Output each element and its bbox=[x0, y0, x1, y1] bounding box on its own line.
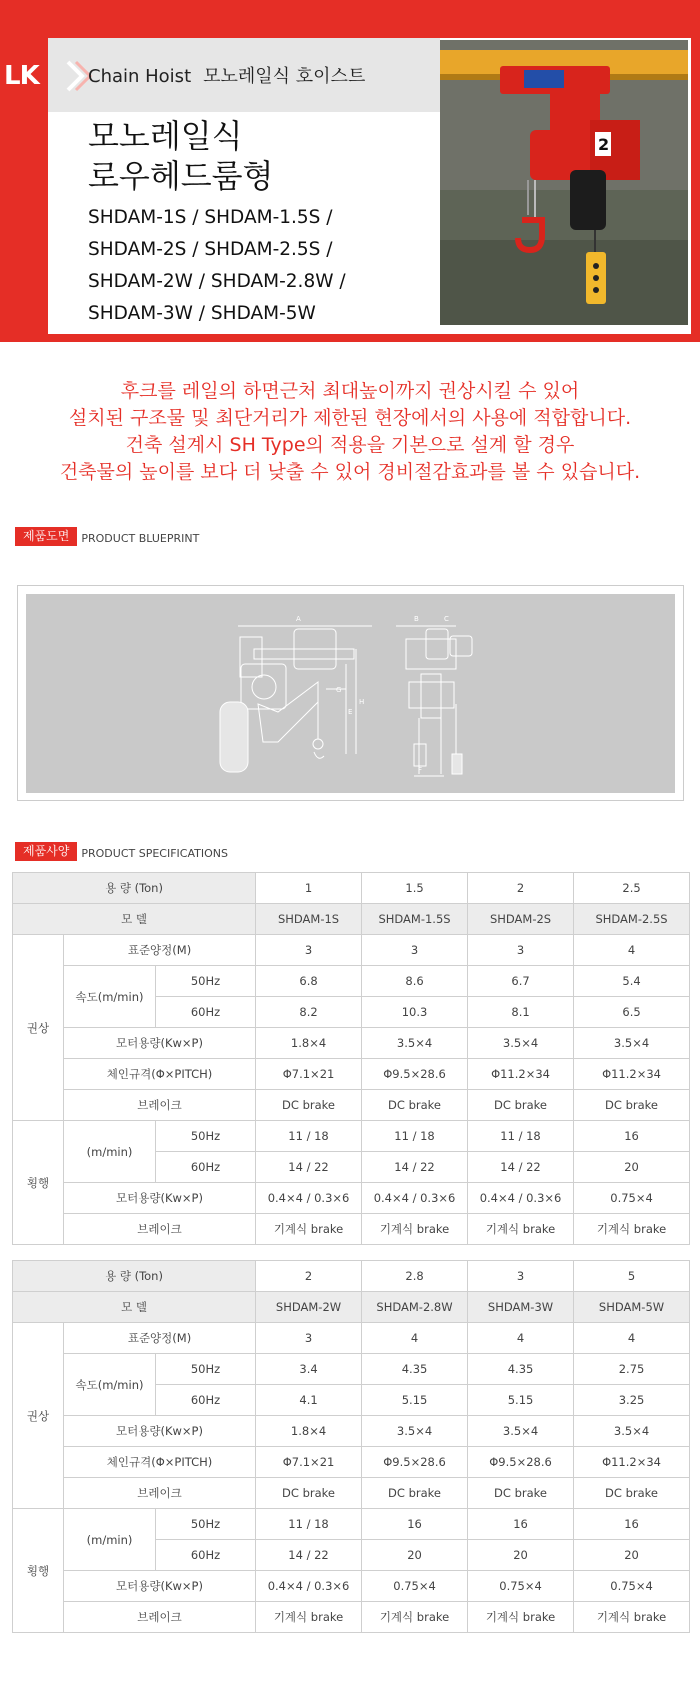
table-cell: SHDAM-1S bbox=[256, 904, 362, 935]
table-row bbox=[13, 1261, 690, 1292]
table-cell: 0.4×4 / 0.3×6 bbox=[468, 1183, 574, 1214]
table-cell: 5.15 bbox=[468, 1385, 574, 1416]
table-cell: Φ11.2×34 bbox=[574, 1447, 690, 1478]
travel-group-label: 횡행 bbox=[13, 1509, 64, 1633]
table-cell: 20 bbox=[574, 1152, 690, 1183]
table-cell: 20 bbox=[468, 1540, 574, 1571]
model-header: 모 델 bbox=[13, 1292, 256, 1323]
row-label: (m/min) bbox=[64, 1121, 156, 1183]
table-cell: 14 / 22 bbox=[362, 1152, 468, 1183]
table-cell: 11 / 18 bbox=[256, 1121, 362, 1152]
table-cell: 8.1 bbox=[468, 997, 574, 1028]
logo-text: LK bbox=[4, 61, 39, 91]
row-label: 브레이크 bbox=[64, 1090, 256, 1121]
table-cell: 기계식 brake bbox=[362, 1214, 468, 1245]
row-label: 표준양정(M) bbox=[64, 935, 256, 966]
table-row bbox=[13, 1183, 690, 1214]
table-cell: 기계식 brake bbox=[574, 1602, 690, 1633]
table-row bbox=[13, 1354, 690, 1385]
table-cell: 기계식 brake bbox=[468, 1602, 574, 1633]
table-cell: 기계식 brake bbox=[362, 1602, 468, 1633]
table-cell: 4 bbox=[468, 1323, 574, 1354]
table-cell: 3.25 bbox=[574, 1385, 690, 1416]
intro-line: 건축 설계시 SH Type의 적용을 기본으로 설계 할 경우 bbox=[125, 434, 575, 456]
row-label: 브레이크 bbox=[64, 1602, 256, 1633]
table-cell: SHDAM-2S bbox=[468, 904, 574, 935]
row-sublabel: 60Hz bbox=[156, 997, 256, 1028]
table-cell: 8.6 bbox=[362, 966, 468, 997]
dim-label: F bbox=[418, 766, 423, 774]
table-cell: 5.15 bbox=[362, 1385, 468, 1416]
table-row bbox=[13, 935, 690, 966]
dim-label: A bbox=[296, 615, 301, 623]
table-row bbox=[13, 1416, 690, 1447]
table-cell: 20 bbox=[362, 1540, 468, 1571]
table-cell: 14 / 22 bbox=[256, 1152, 362, 1183]
header-title-kr: 모노레일식 호이스트 bbox=[203, 66, 366, 87]
table-cell: Φ7.1×21 bbox=[256, 1059, 362, 1090]
row-sublabel: 60Hz bbox=[156, 1152, 256, 1183]
table-cell: 0.75×4 bbox=[468, 1571, 574, 1602]
table-row bbox=[13, 904, 690, 935]
blueprint-frame bbox=[17, 585, 684, 801]
table-row bbox=[13, 1509, 690, 1540]
table-cell: 6.5 bbox=[574, 997, 690, 1028]
table-row bbox=[13, 1028, 690, 1059]
table-cell: DC brake bbox=[574, 1090, 690, 1121]
hoist-group-label: 권상 bbox=[13, 1323, 64, 1509]
table-cell: 2.75 bbox=[574, 1354, 690, 1385]
product-name-line: 모노레일식 bbox=[88, 117, 243, 155]
table-cell: 3 bbox=[362, 935, 468, 966]
table-cell: 4 bbox=[362, 1323, 468, 1354]
model-line: SHDAM-3W / SHDAM-5W bbox=[88, 303, 316, 324]
row-label: 모터용량(Kw×P) bbox=[64, 1183, 256, 1214]
table-cell: 3.5×4 bbox=[468, 1416, 574, 1447]
row-sublabel: 60Hz bbox=[156, 1385, 256, 1416]
row-sublabel: 60Hz bbox=[156, 1540, 256, 1571]
spec-badge: 제품사양 bbox=[15, 842, 77, 861]
product-name-line: 로우헤드룸형 bbox=[88, 157, 274, 195]
capacity-header: 용 량 (Ton) bbox=[13, 1261, 256, 1292]
model-line: SHDAM-2W / SHDAM-2.8W / bbox=[88, 271, 346, 292]
row-label: 브레이크 bbox=[64, 1478, 256, 1509]
dim-label: C bbox=[444, 615, 449, 623]
table-cell: 20 bbox=[574, 1540, 690, 1571]
table-cell: 4.1 bbox=[256, 1385, 362, 1416]
lk-logo bbox=[4, 56, 74, 96]
table-cell: 3 bbox=[256, 1323, 362, 1354]
table-row bbox=[13, 1121, 690, 1152]
row-label: (m/min) bbox=[64, 1509, 156, 1571]
row-sublabel: 50Hz bbox=[156, 1121, 256, 1152]
table-cell: 0.75×4 bbox=[574, 1571, 690, 1602]
table-row bbox=[13, 1214, 690, 1245]
table-cell: 기계식 brake bbox=[256, 1214, 362, 1245]
header-title bbox=[88, 62, 365, 88]
table-cell: 0.75×4 bbox=[362, 1571, 468, 1602]
table-row bbox=[13, 1447, 690, 1478]
table-cell: 11 / 18 bbox=[468, 1121, 574, 1152]
table-cell: 11 / 18 bbox=[256, 1509, 362, 1540]
dim-label: H bbox=[359, 698, 365, 706]
table-cell: DC brake bbox=[468, 1478, 574, 1509]
table-row bbox=[13, 1059, 690, 1090]
dim-label: G bbox=[336, 686, 342, 694]
table-cell: 0.4×4 / 0.3×6 bbox=[362, 1183, 468, 1214]
table-cell: 2 bbox=[256, 1261, 362, 1292]
table-cell: SHDAM-5W bbox=[574, 1292, 690, 1323]
hoist-illustration bbox=[440, 40, 688, 325]
table-cell: 1.5 bbox=[362, 873, 468, 904]
table-cell: Φ11.2×34 bbox=[468, 1059, 574, 1090]
table-cell: SHDAM-1.5S bbox=[362, 904, 468, 935]
table-cell: Φ11.2×34 bbox=[574, 1059, 690, 1090]
table-cell: 기계식 brake bbox=[256, 1602, 362, 1633]
table-cell: 3.5×4 bbox=[574, 1416, 690, 1447]
table-cell: DC brake bbox=[468, 1090, 574, 1121]
table-cell: DC brake bbox=[256, 1478, 362, 1509]
row-label: 속도(m/min) bbox=[64, 966, 156, 1028]
table-row bbox=[13, 1478, 690, 1509]
table-cell: 0.4×4 / 0.3×6 bbox=[256, 1183, 362, 1214]
header-title-en: Chain Hoist bbox=[88, 66, 192, 87]
table-cell: 3.5×4 bbox=[574, 1028, 690, 1059]
row-label: 체인규격(Φ×PITCH) bbox=[64, 1447, 256, 1478]
product-name bbox=[88, 116, 273, 196]
row-label: 체인규격(Φ×PITCH) bbox=[64, 1059, 256, 1090]
table-cell: Φ9.5×28.6 bbox=[362, 1059, 468, 1090]
table-cell: 6.8 bbox=[256, 966, 362, 997]
capacity-header: 용 량 (Ton) bbox=[13, 873, 256, 904]
table-row bbox=[13, 1602, 690, 1633]
spec-section-label bbox=[15, 842, 228, 861]
table-cell: 3.5×4 bbox=[362, 1416, 468, 1447]
table-cell: 1.8×4 bbox=[256, 1416, 362, 1447]
intro-text bbox=[0, 378, 700, 486]
table-row bbox=[13, 873, 690, 904]
table-cell: 3.5×4 bbox=[362, 1028, 468, 1059]
table-cell: Φ9.5×28.6 bbox=[362, 1447, 468, 1478]
table-row bbox=[13, 1571, 690, 1602]
row-sublabel: 50Hz bbox=[156, 1354, 256, 1385]
table-cell: DC brake bbox=[256, 1090, 362, 1121]
table-cell: 11 / 18 bbox=[362, 1121, 468, 1152]
table-cell: 10.3 bbox=[362, 997, 468, 1028]
product-photo bbox=[440, 40, 688, 325]
model-header: 모 델 bbox=[13, 904, 256, 935]
dim-label: E bbox=[348, 708, 353, 716]
table-row bbox=[13, 1090, 690, 1121]
table-cell: DC brake bbox=[362, 1090, 468, 1121]
row-label: 표준양정(M) bbox=[64, 1323, 256, 1354]
table-cell: Φ9.5×28.6 bbox=[468, 1447, 574, 1478]
intro-line: 설치된 구조물 및 최단거리가 제한된 현장에서의 사용에 적합합니다. bbox=[68, 407, 632, 429]
table-row bbox=[13, 966, 690, 997]
table-cell: SHDAM-2.8W bbox=[362, 1292, 468, 1323]
row-label: 모터용량(Kw×P) bbox=[64, 1416, 256, 1447]
table-cell: 기계식 brake bbox=[574, 1214, 690, 1245]
table-row bbox=[13, 1292, 690, 1323]
model-list bbox=[88, 202, 346, 330]
table-cell: DC brake bbox=[362, 1478, 468, 1509]
table-cell: 6.7 bbox=[468, 966, 574, 997]
table-cell: 1.8×4 bbox=[256, 1028, 362, 1059]
row-sublabel: 50Hz bbox=[156, 966, 256, 997]
blueprint-svg bbox=[26, 594, 675, 793]
spec-label-en: PRODUCT SPECIFICATIONS bbox=[81, 847, 228, 860]
spec-table-1 bbox=[12, 872, 690, 1245]
table-cell: SHDAM-2W bbox=[256, 1292, 362, 1323]
table-cell: 14 / 22 bbox=[468, 1152, 574, 1183]
table-cell: 8.2 bbox=[256, 997, 362, 1028]
table-cell: 5.4 bbox=[574, 966, 690, 997]
table-cell: 3 bbox=[468, 935, 574, 966]
table-cell: 16 bbox=[574, 1509, 690, 1540]
table-cell: 4 bbox=[574, 1323, 690, 1354]
table-cell: Φ7.1×21 bbox=[256, 1447, 362, 1478]
table-cell: 1 bbox=[256, 873, 362, 904]
table-cell: 3 bbox=[468, 1261, 574, 1292]
intro-line: 후크를 레일의 하면근처 최대높이까지 권상시킬 수 있어 bbox=[120, 380, 580, 402]
blueprint-drawing bbox=[26, 594, 675, 793]
spec-table-2 bbox=[12, 1260, 690, 1633]
svg-text:2: 2 bbox=[598, 135, 610, 154]
table-cell: 4.35 bbox=[468, 1354, 574, 1385]
model-line: SHDAM-1S / SHDAM-1.5S / bbox=[88, 207, 333, 228]
table-cell: 16 bbox=[468, 1509, 574, 1540]
table-cell: 기계식 brake bbox=[468, 1214, 574, 1245]
table-cell: 16 bbox=[574, 1121, 690, 1152]
intro-line: 건축물의 높이를 보다 더 낮출 수 있어 경비절감효과를 볼 수 있습니다. bbox=[59, 461, 641, 483]
table-cell: 16 bbox=[362, 1509, 468, 1540]
table-cell: 3.4 bbox=[256, 1354, 362, 1385]
table-cell: 2.5 bbox=[574, 873, 690, 904]
table-cell: 3.5×4 bbox=[468, 1028, 574, 1059]
table-cell: 2 bbox=[468, 873, 574, 904]
dim-label: B bbox=[414, 615, 419, 623]
table-cell: 4 bbox=[574, 935, 690, 966]
row-label: 속도(m/min) bbox=[64, 1354, 156, 1416]
table-cell: DC brake bbox=[574, 1478, 690, 1509]
row-label: 브레이크 bbox=[64, 1214, 256, 1245]
table-cell: 0.4×4 / 0.3×6 bbox=[256, 1571, 362, 1602]
table-cell: 5 bbox=[574, 1261, 690, 1292]
table-cell: 4.35 bbox=[362, 1354, 468, 1385]
table-row bbox=[13, 1323, 690, 1354]
table-cell: 0.75×4 bbox=[574, 1183, 690, 1214]
table-cell: SHDAM-2.5S bbox=[574, 904, 690, 935]
row-label: 모터용량(Kw×P) bbox=[64, 1028, 256, 1059]
table-cell: SHDAM-3W bbox=[468, 1292, 574, 1323]
blueprint-badge: 제품도면 bbox=[15, 527, 77, 546]
model-line: SHDAM-2S / SHDAM-2.5S / bbox=[88, 239, 333, 260]
hoist-group-label: 권상 bbox=[13, 935, 64, 1121]
table-cell: 2.8 bbox=[362, 1261, 468, 1292]
blueprint-label-en: PRODUCT BLUEPRINT bbox=[81, 532, 200, 545]
table-cell: 3 bbox=[256, 935, 362, 966]
blueprint-section-label bbox=[15, 527, 199, 546]
row-sublabel: 50Hz bbox=[156, 1509, 256, 1540]
travel-group-label: 횡행 bbox=[13, 1121, 64, 1245]
table-cell: 14 / 22 bbox=[256, 1540, 362, 1571]
row-label: 모터용량(Kw×P) bbox=[64, 1571, 256, 1602]
